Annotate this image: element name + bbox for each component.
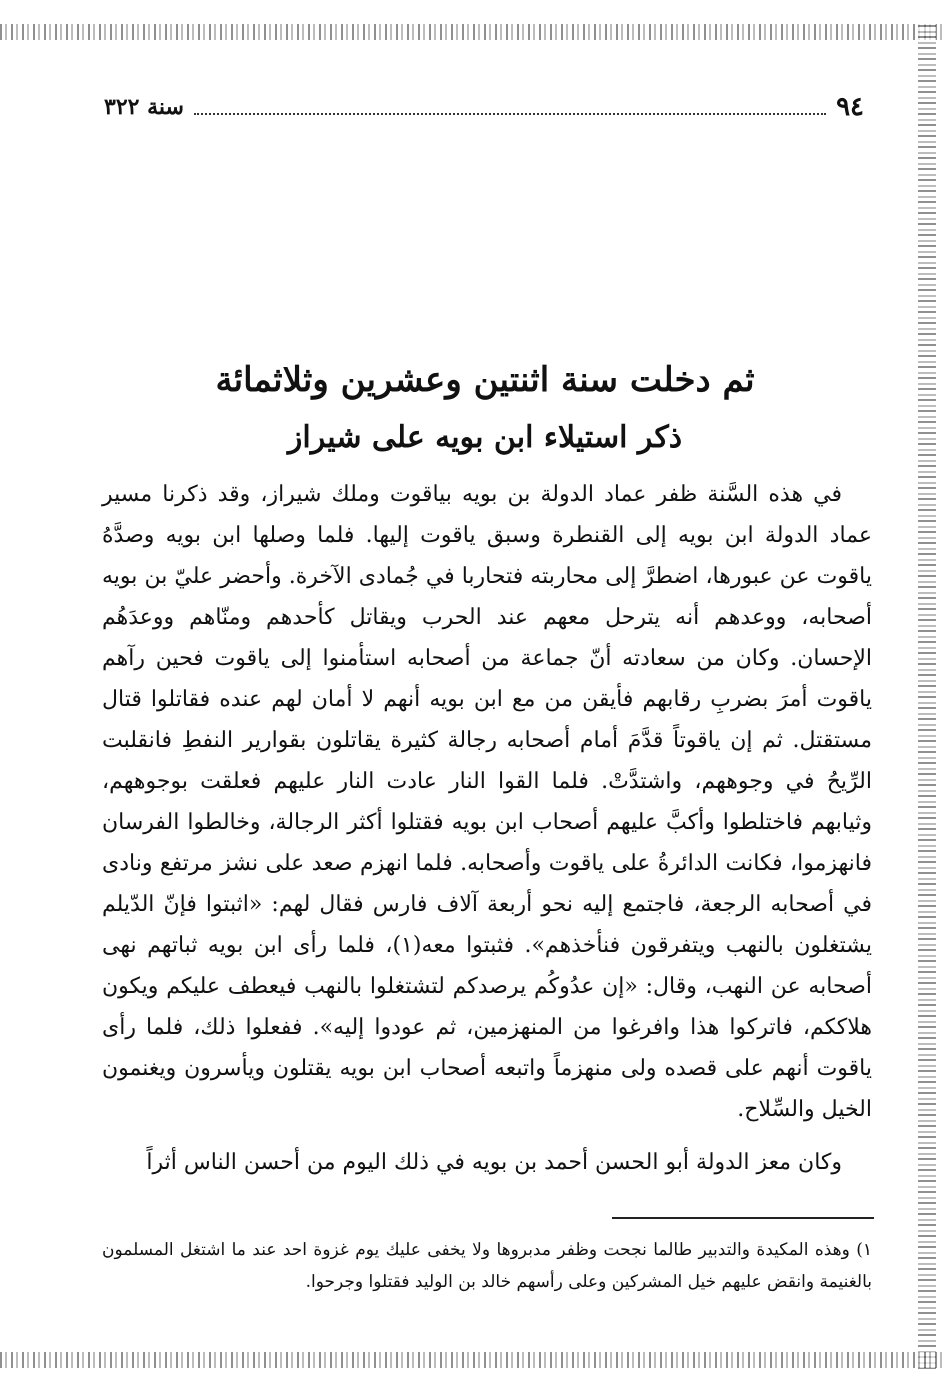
page-number: ٩٤ [836, 92, 864, 122]
paragraph: في هذه السَّنة ظفر عماد الدولة بن بويه بياقوت وملك شيراز، وقد ذكرنا مسير عماد الدولة ابن بويه إلى القنطرة وسبق ياقوت إليها. فلما وصلها ابن بويه وصدَّهُ ياقوت عن عبورها، اضطرَّ إلى محاربته فتحاربا في جُمادى الآخرة. وأحضر عليّ بن بويه أصحابه، ووعدهم أنه يترحل معهم عند الحرب ويقاتل كأحدهم ومنّاهم ووعدَهُم الإحسان. وكان من سعادته أنّ جماعة من أصحابه استأمنوا إلى ياقوت فحين رآهم ياقوت أمرَ بضربِ رقابهم فأيقن من مع ابن بويه أنهم لا أمان لهم عنده فقاتلوا قتال مستقتل. ثم إن ياقوتاً قدَّمَ أمام أصحابه رجالة كثيرة يقاتلون بقوارير النفطِ فانقلبت الرِّيحُ في وجوههم، واشتدَّتْ. فلما القوا النار عادت النار عليهم فعلقت بوجوههم، وثيابهم فاختلطوا وأكبَّ عليهم أصحاب ابن بويه فقتلوا أكثر الرجالة، وخالطوا الفرسان فانهزموا، فكانت الدائرةُ على ياقوت وأصحابه. فلما انهزم صعد على نشز مرتفع ونادى في أصحابه الرجعة، فاجتمع إليه نحو أربعة آلاف فارس فقال لهم: «اثبتوا فإنّ الدّيلم يشتغلون بالنهب ويتفرقون فنأخذهم». فثبتوا معه(١)، فلما رأى ابن بويه ثباتهم نهى أصحابه عن النهب، وقال: «إن عدُوكُم يرصدكم لتشتغلوا بالنهب فيعطف عليكم ويكون هلاككم، فاتركوا هذا وافرغوا من المنهزمين، ثم عودوا إليه». ففعلوا ذلك، فلما رأى ياقوت أنهم على قصده ولى منهزماً واتبعه أصحاب ابن بويه يقتلون ويأسرون ويغنمون الخيل والسِّلاح. [102, 482, 872, 1122]
body-text [102, 474, 872, 1183]
running-head-year: سنة ٣٢٢ [104, 94, 184, 120]
header-dotted-leader [194, 99, 826, 115]
section-title: ذكر استيلاء ابن بويه على شيراز [287, 420, 683, 455]
footnote: ١) وهذه المكيدة والتدبير طالما نجحت وظفر مدبروها ولا يخفى عليك يوم غزوة احد عند ما اشتغل المسلمون بالغنيمة وانقض عليهم خيل المشركين وعلى رأسهم خالد بن الوليد فقتلوا وجرحوا. [102, 1240, 872, 1292]
running-head [104, 90, 864, 124]
footnote-divider [612, 1217, 874, 1219]
paragraph: وكان معز الدولة أبو الحسن أحمد بن بويه في ذلك اليوم من أحسن الناس أثراً [146, 1150, 842, 1175]
chapter-title: ثم دخلت سنة اثنتين وعشرين وثلاثمائة [215, 360, 755, 400]
